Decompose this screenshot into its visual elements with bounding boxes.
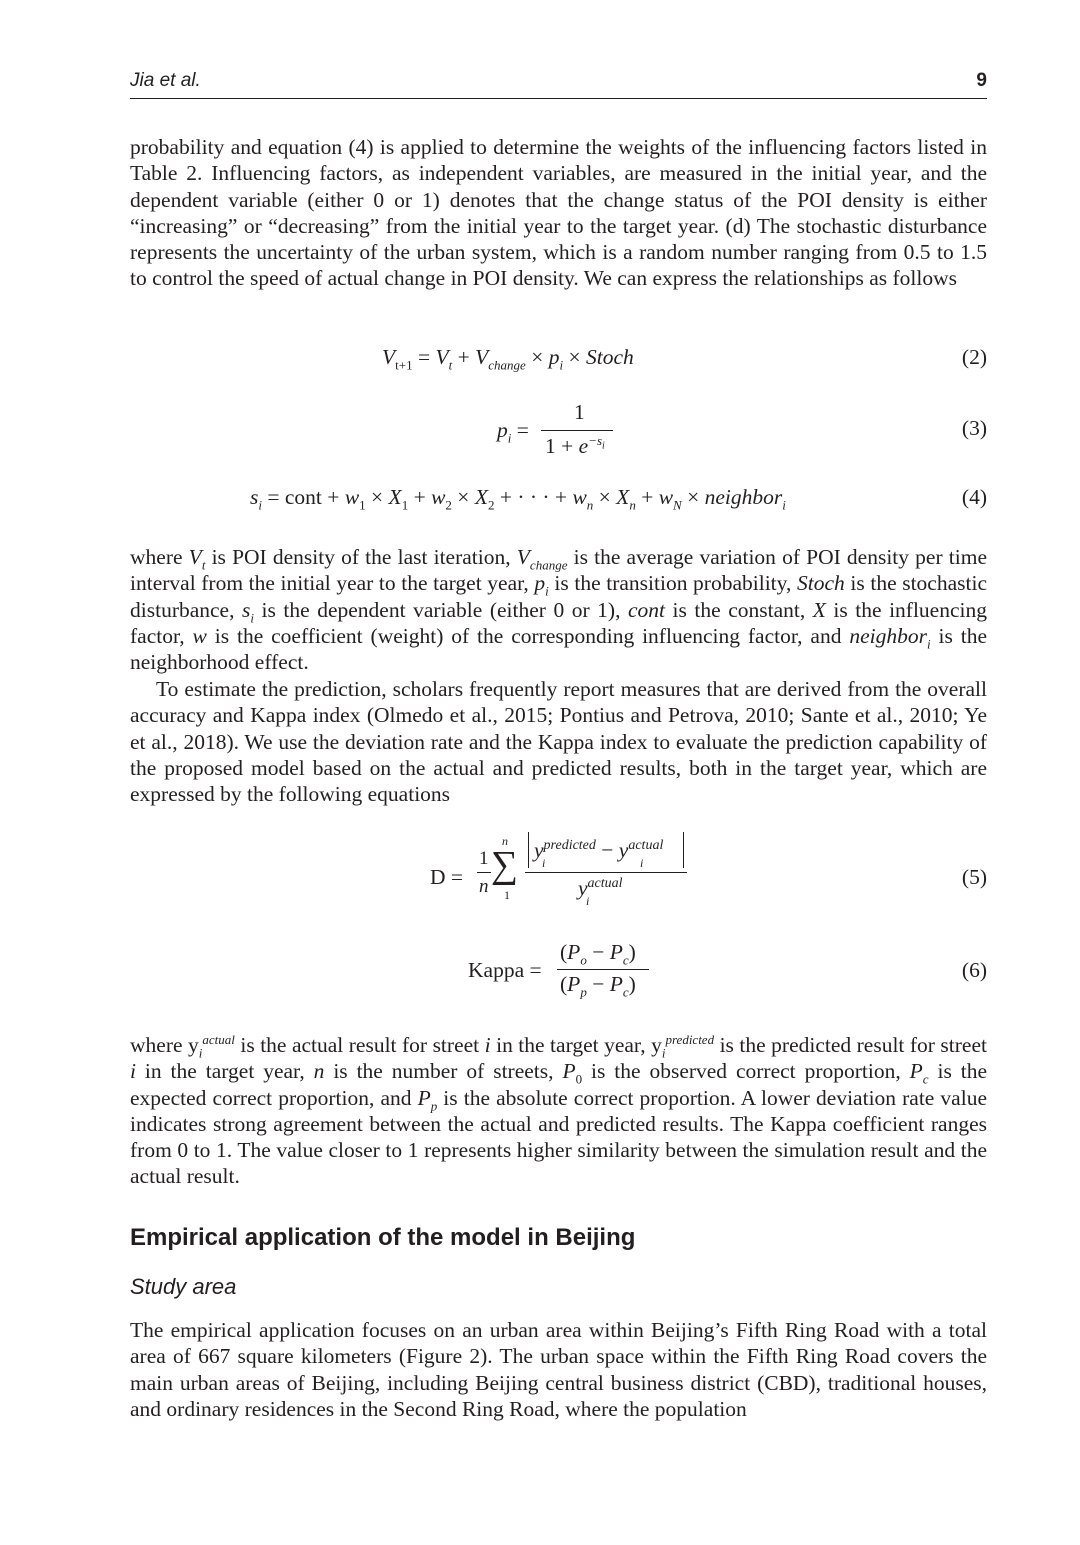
paragraph-where-1: where $V_t$ is POI density of the last iteration, $V_{change}$ is the average variation of POI density per time interval from the initial year to the target year, $p_i$ is the transition probability, Stoch is the stochastic disturbance, $s_i$ is the dependent variable (either 0 or 1), cont is the constant, X is the influencing factor, w is the coefficient (weight) of the corresponding influencing factor, and neighbor$_i$ is the neighborhood effect. [130,545,987,675]
equation-3-denominator: $1 + e^{-s_i}$ [545,432,605,458]
equation-3-lhs: $p_i$ = [497,418,529,446]
equation-5-abs-right [683,832,684,868]
equation-5-sub-3: i [586,894,590,908]
equation-2-body: $V_{t+1} = V_t + V_{change} \times p_i$ × Stoch [382,345,634,373]
equation-5-sub-1: i [542,856,546,870]
paragraph-prediction: To estimate the prediction, scholars frequently report measures that are derived from the overall accuracy and Kappa index (Olmedo et al., 2015; Pontius and Petrova, 2010; Sante et al., 2010; Ye et al., 2018). We use the deviation rate and the Kappa index to evaluate the prediction capability of the proposed model based on the actual and predicted results, both in the target year, which are expressed by the following equations [130,677,987,807]
equation-5 [130,832,987,912]
equation-6-numerator: $(P_o - P_c)$ [560,940,636,968]
equation-5-fraction-bar [525,872,687,873]
equation-6-lhs: Kappa = [468,958,542,982]
equation-4-number: (4) [961,485,987,509]
equation-4 [130,485,987,515]
equation-3 [130,398,987,458]
equation-5-denominator: $y^{actual}$ [578,875,623,900]
running-author: Jia et al. [130,70,201,91]
equation-5-small-bar [477,872,491,873]
equation-6-fraction-bar [557,969,649,970]
paragraph-where-2: where $y_i^{actual}$ is the actual result for street i in the target year, $y_i^{predicted}$ is the predicted result for street i in the target year, n is the number of streets, $P_0$ is the observed correct proportion, $P_c$ is the expected correct proportion, and $P_p$ is the absolute correct proportion. A lower deviation rate value indicates strong agreement between the actual and predicted results. The Kappa coefficient ranges from 0 to 1. The value closer to 1 represents higher similarity between the simulation result and the actual result. [130,1031,988,1189]
equation-5-sum-upper: n [502,834,508,848]
section-heading: Empirical application of the model in Beijing [130,1224,636,1251]
equation-2 [130,345,987,375]
equation-5-sub-2: i [640,856,644,870]
equation-5-one: 1 [479,848,489,869]
equation-5-sigma: ∑ [491,844,519,886]
equation-6 [130,938,987,1002]
page-number: 9 [976,70,987,91]
paragraph-intro: probability and equation (4) is applied to determine the weights of the influencing factors listed in Table 2. Influencing factors, as independent variables, are measured in the initial year, and the dependent variable (either 0 or 1) denotes that the change status of the POI density is either “increasing” or “decreasing” from the initial year to the target year. (d) The stochastic disturbance represents the uncertainty of the urban system, which is a random number ranging from 0.5 to 1.5 to control the speed of actual change in POI density. We can express the relationships as follows [130,135,987,291]
header-rule [130,98,987,99]
equation-6-number: (6) [961,958,987,982]
equation-5-numerator: $y^{predicted} - y^{actual}$ [534,837,664,862]
equation-5-lhs: D = [430,865,464,889]
equation-3-numerator: 1 [574,400,585,424]
equation-3-fraction-bar [541,430,613,431]
equation-6-denominator: $(P_p - P_c)$ [560,972,636,1000]
equation-2-number: (2) [961,345,987,369]
equation-4-body: $s_i$ = cont + $w_1 \times X_1 + w_2 \times X_2$ + · · · + $w_n \times X_n + w_N$ × neighbor$_i$ [250,485,786,513]
equation-5-number: (5) [961,865,987,889]
running-header [130,70,987,100]
equation-3-number: (3) [961,416,987,440]
equation-5-abs-left [528,832,529,868]
equation-5-sum-lower: 1 [504,888,510,902]
subsection-heading: Study area [130,1274,237,1299]
paragraph-study-area: The empirical application focuses on an urban area within Beijing’s Fifth Ring Road with a total area of 667 square kilometers (Figure 2). The urban space within the Fifth Ring Road covers the main urban areas of Beijing, including Beijing central business district (CBD), traditional houses, and ordinary residences in the Second Ring Road, where the population [130,1318,987,1421]
equation-5-n: n [479,876,489,897]
